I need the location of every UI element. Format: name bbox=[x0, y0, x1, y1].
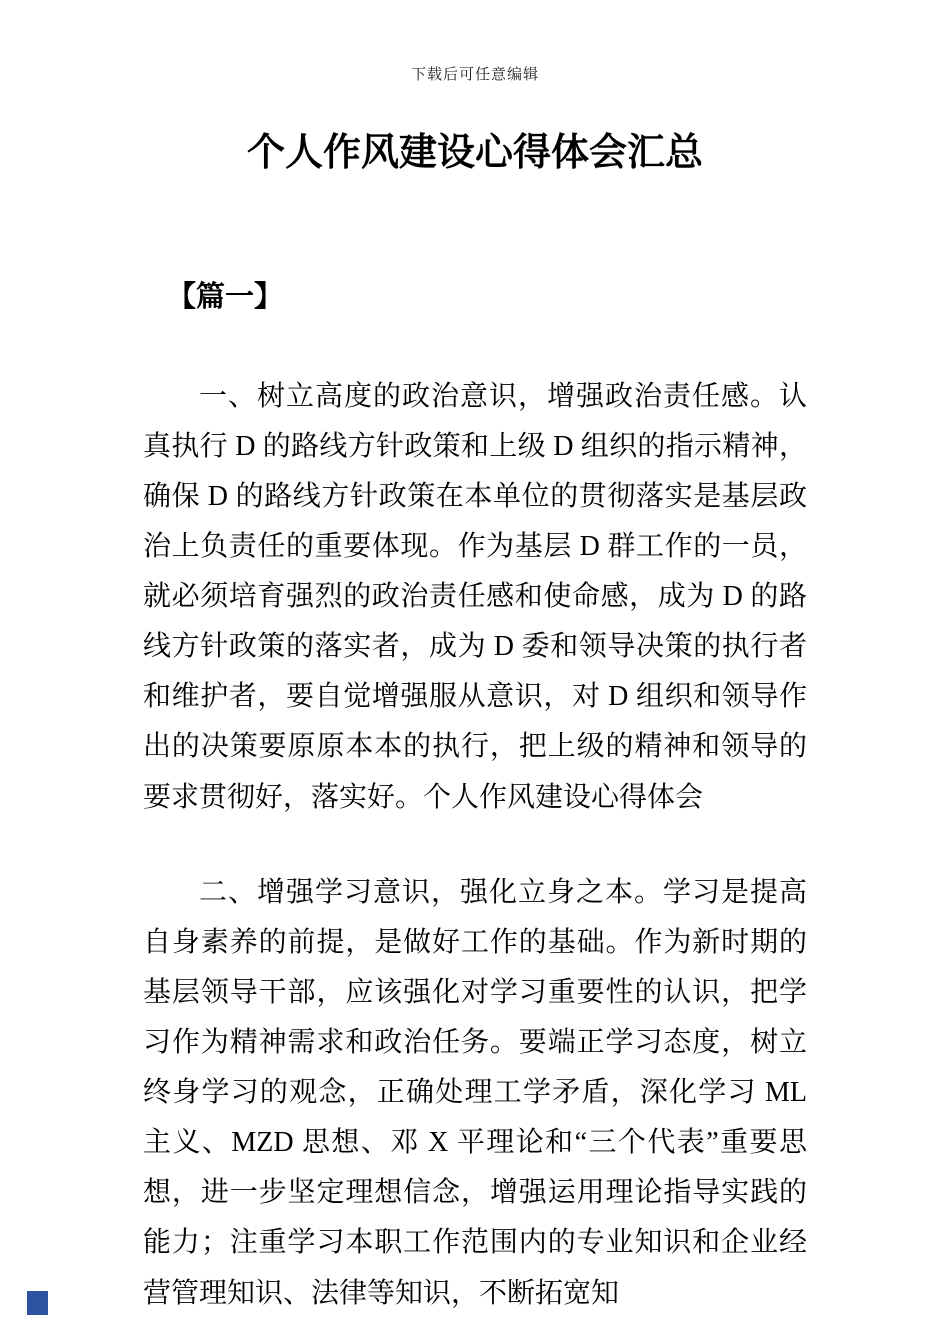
document-body bbox=[143, 372, 807, 1344]
keyword-phrase: 个人作风建设心得体会 bbox=[423, 781, 704, 812]
body-paragraph bbox=[143, 372, 807, 823]
section-heading: 【篇一】 bbox=[167, 281, 284, 313]
edit-watermark-text: 下载后可任意编辑 bbox=[410, 67, 539, 83]
paragraph-text: 二、增强学习意识，强化立身之本。学习是提高自身素养的前提，是做好工作的基础。作为新时期的基层领导干部，应该强化对学习重要性的认识，把学习作为精神需求和政治任务。要端正学习态度，树立终身学习的观念，正确处理工学矛盾，深化学习 ML 主义、MZD 思想、邓 X 平理论和“三个代表”重要思想，进一步坚定理想信念，增强运用理论指导实践的能力；注重学习本职工作范围内的专业知识和企业经营管理知识、法律等知识，不断拓宽知 bbox=[143, 877, 807, 1309]
page-title: 个人作风建设心得体会汇总 bbox=[246, 132, 703, 174]
blue-corner-mark bbox=[27, 1291, 48, 1315]
body-paragraph bbox=[143, 868, 807, 1319]
paragraph-text: 一、树立高度的政治意识，增强政治责任感。认真执行 D 的路线方针政策和上级 D 组织的指示精神，确保 D 的路线方针政策在本单位的贯彻落实是基层政治上负责任的重要体现。作为基层 D 群工作的一员，就必须培育强烈的政治责任感和使命感，成为 D 的路线方针政策的落实者，成为 D 委和领导决策的执行者和维护者，要自觉增强服从意识，对 D 组织和领导作出的决策要原原本本的执行，把上级的精神和领导的要求贯彻好，落实好。 bbox=[143, 381, 807, 813]
